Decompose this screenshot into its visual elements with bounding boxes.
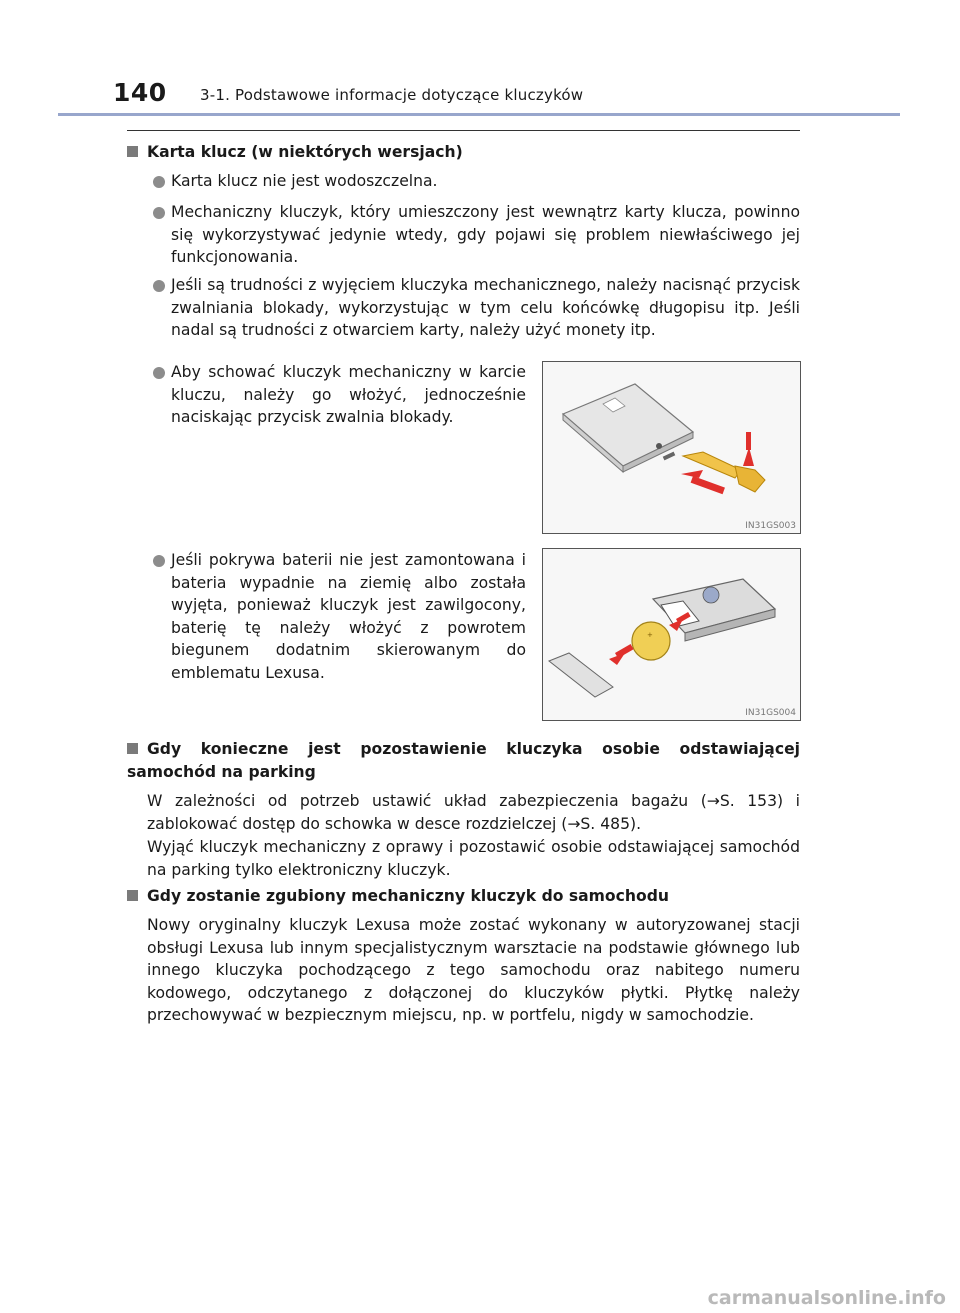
bullet-item: Jeśli pokrywa baterii nie jest zamontowana i bateria wypadnie na ziemię albo została wyjęta, ponieważ kluczyk jest zawilgocony, baterię tę należy włożyć z powrotem biegunem dodatnim skierowanym do emblematu Lexusa. bbox=[171, 551, 526, 682]
square-bullet-icon bbox=[127, 890, 138, 901]
paragraph: Nowy oryginalny kluczyk Lexusa może zostać wykonany w autoryzowanej stacji obsługi Lexusa lub innym specjalistycznym warsztacie na podstawie głównego lub innego kluczyka pochodzącego z tego samochodu oraz nabitego numeru kodowego, odczytanego z dołączonej do kluczyków płytki. Płytkę należy przechowywać w bezpiecznym miejscu, np. w portfelu, nigdy w samochodzie. bbox=[147, 916, 800, 1024]
figure-code: IN31GS004 bbox=[745, 708, 796, 718]
bullet-item: Mechaniczny kluczyk, który umieszczony jest wewnątrz karty klucza, powinno się wykorzystywać jedynie wtedy, gdy pojawi się problem niewłaściwego jej funkcjonowania. bbox=[171, 203, 800, 266]
bullet-item: Aby schować kluczyk mechaniczny w karcie kluczu, należy go włożyć, jednocześnie naciskając przycisk zwalnia blokady. bbox=[171, 363, 526, 426]
round-bullet-icon bbox=[153, 176, 165, 188]
figure-key-insert bbox=[542, 361, 801, 534]
bullet-item: Karta klucz nie jest wodoszczelna. bbox=[171, 172, 438, 190]
battery-illustration bbox=[543, 549, 800, 720]
paragraph: W zależności od potrzeb ustawić układ zabezpieczenia bagażu (→S. 153) i zablokować dostęp do schowka w desce rozdzielczej (→S. 485). bbox=[147, 792, 800, 833]
page-number: 140 bbox=[113, 78, 167, 107]
figure-code: IN31GS003 bbox=[745, 521, 796, 531]
square-bullet-icon bbox=[127, 743, 138, 754]
section-title-card-key: Karta klucz (w niektórych wersjach) bbox=[127, 141, 800, 164]
section-title-lost-key: Gdy zostanie zgubiony mechaniczny kluczyk do samochodu bbox=[127, 885, 800, 908]
header-rule bbox=[58, 113, 900, 116]
svg-text:+: + bbox=[647, 631, 653, 639]
round-bullet-icon bbox=[153, 280, 165, 292]
figure-battery-insert bbox=[542, 548, 801, 721]
chapter-title: 3-1. Podstawowe informacje dotyczące kluczyków bbox=[200, 86, 584, 104]
page-header bbox=[0, 0, 960, 118]
paragraph: Wyjąć kluczyk mechaniczny z oprawy i pozostawić osobie odstawiającej samochód na parking tylko elektroniczny kluczyk. bbox=[147, 838, 800, 879]
section-divider bbox=[127, 130, 800, 131]
round-bullet-icon bbox=[153, 555, 165, 567]
section-title-valet: Gdy konieczne jest pozostawienie kluczyka osobie odstawiającej samochód na parking bbox=[127, 740, 800, 781]
round-bullet-icon bbox=[153, 367, 165, 379]
watermark: carmanualsonline.info bbox=[707, 1287, 946, 1309]
round-bullet-icon bbox=[153, 207, 165, 219]
bullet-item: Jeśli są trudności z wyjęciem kluczyka mechanicznego, należy nacisnąć przycisk zwalniania blokady, wykorzystując w tym celu końcówkę długopisu itp. Jeśli nadal są trudności z otwarciem karty, należy użyć monety itp. bbox=[171, 276, 800, 339]
square-bullet-icon bbox=[127, 146, 138, 157]
key-card-illustration bbox=[543, 362, 800, 533]
